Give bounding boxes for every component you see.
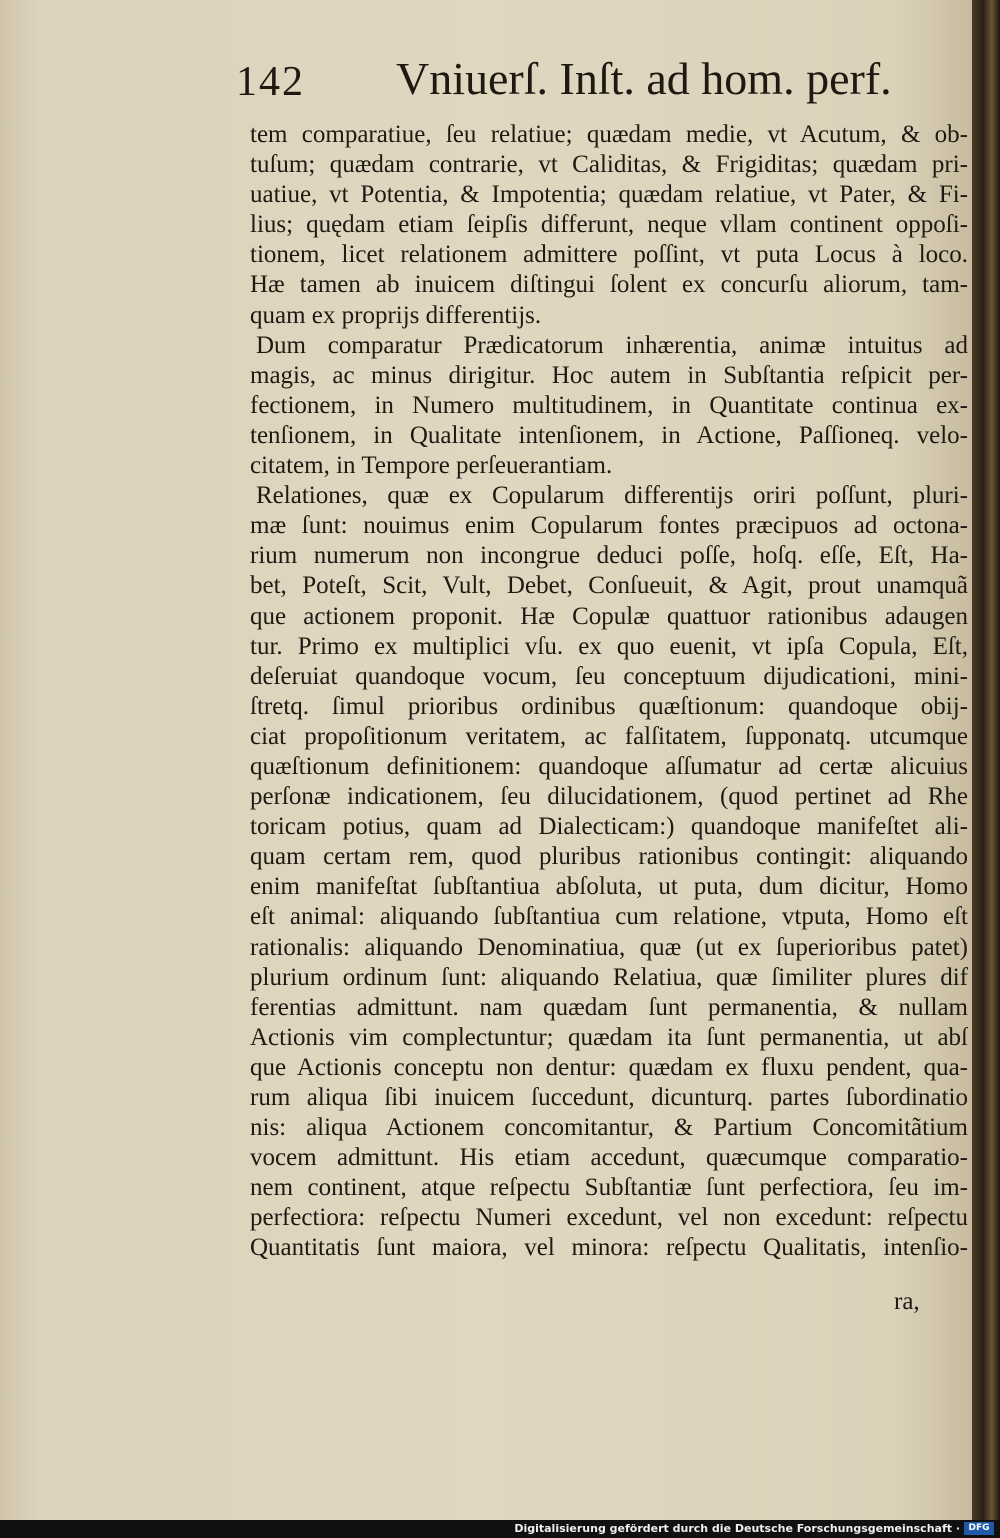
text-line: Dum comparatur Prædicatorum inhærentia, animæ intuitus ad xyxy=(256,331,968,359)
text-line: uatiue, vt Potentia, & Impotentia; quædam relatiue, vt Pater, & Fi- xyxy=(250,181,968,209)
text-line: enim manifeſtat ſubſtantiua abſoluta, ut puta, dum dicitur, Homo xyxy=(250,873,968,901)
text-line: quæſtionum definitionem: quandoque aſſumatur ad certæ alicuius xyxy=(250,752,968,780)
text-line: rationalis: aliquando Denominatiua, quæ (ut ex ſuperioribus patet) xyxy=(250,933,968,961)
text-line: toricam potius, quam ad Dialecticam:) quandoque manifeſtet ali- xyxy=(250,813,968,841)
text-line: tenſionem, in Qualitate intenſionem, in Actione, Paſſioneq. velo- xyxy=(250,421,968,449)
dfg-logo: DFG xyxy=(964,1522,994,1535)
text-line: ciat propoſitionum veritatem, ac falſitatem, ſupponatq. utcumque xyxy=(250,722,968,750)
text-line: nis: aliqua Actionem concomitantur, & Partium Concomitãtium xyxy=(250,1114,968,1142)
text-line: que actionem proponit. Hæ Copulæ quattuor rationibus adaugen xyxy=(250,602,968,630)
text-line: mæ ſunt: nouimus enim Copularum fontes præcipuos ad octona- xyxy=(250,512,968,540)
text-line: tuſum; quædam contrarie, vt Caliditas, & Frigiditas; quædam pri- xyxy=(250,151,968,179)
text-line: ſtretq. ſimul prioribus ordinibus quæſtionum: quandoque obij- xyxy=(250,692,968,720)
footer-bar xyxy=(0,1520,1000,1538)
text-line: Hæ tamen ab inuicem diſtingui ſolent ex concurſu aliorum, tam- xyxy=(250,271,968,299)
text-line: plurium ordinum ſunt: aliquando Relatiua, quæ ſimiliter plures dif xyxy=(250,963,968,991)
text-line: rium numerum non incongrue deduci poſſe, hoſq. eſſe, Eſt, Ha- xyxy=(250,542,968,570)
catchword: ra, xyxy=(894,1288,920,1315)
text-line: tur. Primo ex multiplici vſu. ex quo euenit, vt ipſa Copula, Eſt, xyxy=(250,632,968,660)
text-line: lius; quędam etiam ſeipſis differunt, neque vllam continent oppoſi- xyxy=(250,211,968,239)
text-line: que Actionis conceptu non dentur: quædam ex fluxu pendent, qua- xyxy=(250,1053,968,1081)
text-line: vocem admittunt. His etiam accedunt, quæcumque comparatio- xyxy=(250,1144,968,1172)
text-line: perſonæ indicationem, ſeu dilucidationem, (quod pertinet ad Rhe xyxy=(250,783,968,811)
text-line: tionem, licet relationem admittere poſſint, vt puta Locus à loco. xyxy=(250,241,968,269)
text-line: Quantitatis ſunt maiora, vel minora: reſpectu Qualitatis, intenſio- xyxy=(250,1234,968,1262)
text-line: bet, Poteſt, Scit, Vult, Debet, Conſueuit, & Agit, prout unamquã xyxy=(250,572,968,600)
text-line: rum aliqua ſibi inuicem ſuccedunt, dicunturq. partes ſubordinatio xyxy=(250,1084,968,1111)
text-line: quam ex proprijs differentijs. xyxy=(250,301,542,329)
text-line: magis, ac minus dirigitur. Hoc autem in Subſtantia reſpicit per- xyxy=(250,361,968,389)
text-line: Relationes, quæ ex Copularum differentijs oriri poſſunt, pluri- xyxy=(256,482,968,510)
page-number: 142 xyxy=(236,59,305,105)
text-line: fectionem, in Numero multitudinem, in Quantitate continua ex- xyxy=(250,391,968,419)
text-line: Actionis vim complectuntur; quædam ita ſunt permanentia, ut abſ xyxy=(250,1023,968,1051)
text-line: deſeruiat quandoque vocum, ſeu conceptuum dijudicationi, mini- xyxy=(250,662,968,690)
text-block xyxy=(250,120,968,1264)
text-line: ferentias admittunt. nam quædam ſunt permanentia, & nullam xyxy=(250,993,968,1021)
running-title: Vniuerſ. Inſt. ad hom. perf. xyxy=(396,53,892,104)
text-line: tem comparatiue, ſeu relatiue; quædam medie, vt Acutum, & ob- xyxy=(250,121,968,148)
footer-credit: Digitalisierung gefördert durch die Deutsche Forschungsgemeinschaft · xyxy=(514,1522,960,1535)
page-edge xyxy=(972,0,1000,1520)
text-line: nem continent, atque reſpectu Subſtantiæ ſunt perfectiora, ſeu im- xyxy=(250,1174,968,1202)
text-line: eſt animal: aliquando ſubſtantiua cum relatione, vtputa, Homo eſt xyxy=(250,903,968,931)
text-line: quam certam rem, quod pluribus rationibus contingit: aliquando xyxy=(250,843,968,871)
text-line: perfectiora: reſpectu Numeri excedunt, vel non excedunt: reſpectu xyxy=(250,1204,968,1232)
text-line: citatem, in Tempore perſeuerantiam. xyxy=(250,452,613,480)
page-header xyxy=(236,52,892,112)
